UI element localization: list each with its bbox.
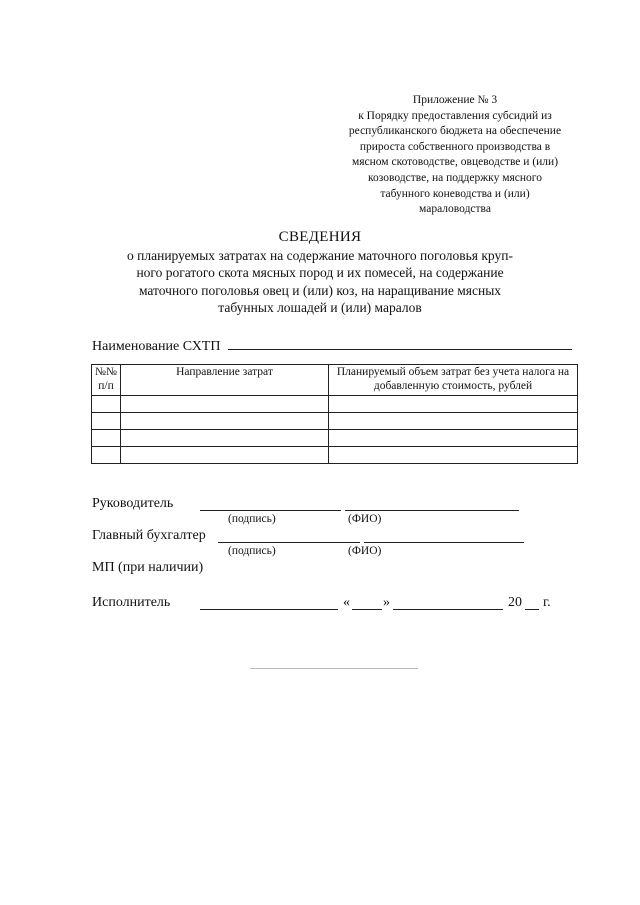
quote-open: « [343,595,350,610]
appendix-line: к Порядку предоставления субсидий из [358,109,552,122]
document-title: СВЕДЕНИЯ [278,229,362,245]
table-cell[interactable] [121,447,329,464]
org-name-field[interactable] [228,335,572,350]
col-header-amount: Планируемый объем затрат без учета налога на добавленную стоимость, рублей [329,365,578,396]
subtitle-line: маточного поголовья овец и (или) коз, на наращивание мясных [138,282,502,298]
appendix-line: табунного коневодства и (или) [380,187,530,200]
executor-signature-line[interactable] [200,609,338,610]
table-cell[interactable] [329,413,578,430]
quote-close: » [383,595,390,610]
col-header-direction: Направление затрат [121,365,329,396]
expense-table [91,364,578,464]
accountant-signature-line[interactable] [218,542,360,543]
table-cell[interactable] [329,447,578,464]
table-cell[interactable] [92,430,121,447]
subtitle-line: о планируемых затратах на содержание маточного поголовья круп- [127,248,513,263]
stamp-label: МП (при наличии) [92,560,204,575]
date-day-line[interactable] [352,609,382,610]
table-header-row [92,365,578,396]
appendix-line: мясном скотоводстве, овцеводстве и (или) [351,156,559,169]
appendix-line: мараловодства [419,203,491,216]
document-subtitle [90,247,550,316]
head-name-caption: (ФИО) [348,513,382,525]
subtitle-line: табунных лошадей и (или) маралов [218,299,422,315]
accountant-label: Главный бухгалтер [92,528,206,543]
table-row [92,396,578,413]
date-month-line[interactable] [393,609,503,610]
head-name-line[interactable] [345,510,519,511]
appendix-line: Приложение № 3 [412,94,498,106]
org-name-row [92,335,572,355]
table-cell[interactable] [121,430,329,447]
head-signature-line[interactable] [200,510,341,511]
appendix-line: прироста собственного производства в [359,140,551,153]
table-row [92,430,578,447]
accountant-name-line[interactable] [364,542,524,543]
table-cell[interactable] [329,396,578,413]
appendix-line: республиканского бюджета на обеспечение [348,125,562,138]
col-header-number: №№ п/п [92,365,121,396]
appendix-header [322,93,588,218]
table-row [92,413,578,430]
org-name-label: Наименование СХТП [92,339,221,354]
table-cell[interactable] [92,396,121,413]
accountant-sign-caption: (подпись) [228,545,276,557]
head-sign-caption: (подпись) [228,513,276,525]
appendix-line: козоводстве, на поддержку мясного [368,171,542,184]
head-label: Руководитель [92,496,174,511]
executor-label: Исполнитель [92,595,171,610]
table-cell[interactable] [121,413,329,430]
table-cell[interactable] [92,447,121,464]
table-cell[interactable] [121,396,329,413]
table-row [92,447,578,464]
table-cell[interactable] [329,430,578,447]
year-prefix: 20 [508,595,522,610]
table-cell[interactable] [92,413,121,430]
footer-separator [250,668,418,669]
year-suffix: г. [543,595,551,610]
accountant-name-caption: (ФИО) [348,545,382,557]
subtitle-line: ного рогатого скота мясных пород и их помесей, на содержание [136,265,504,281]
date-year-line[interactable] [525,609,539,610]
